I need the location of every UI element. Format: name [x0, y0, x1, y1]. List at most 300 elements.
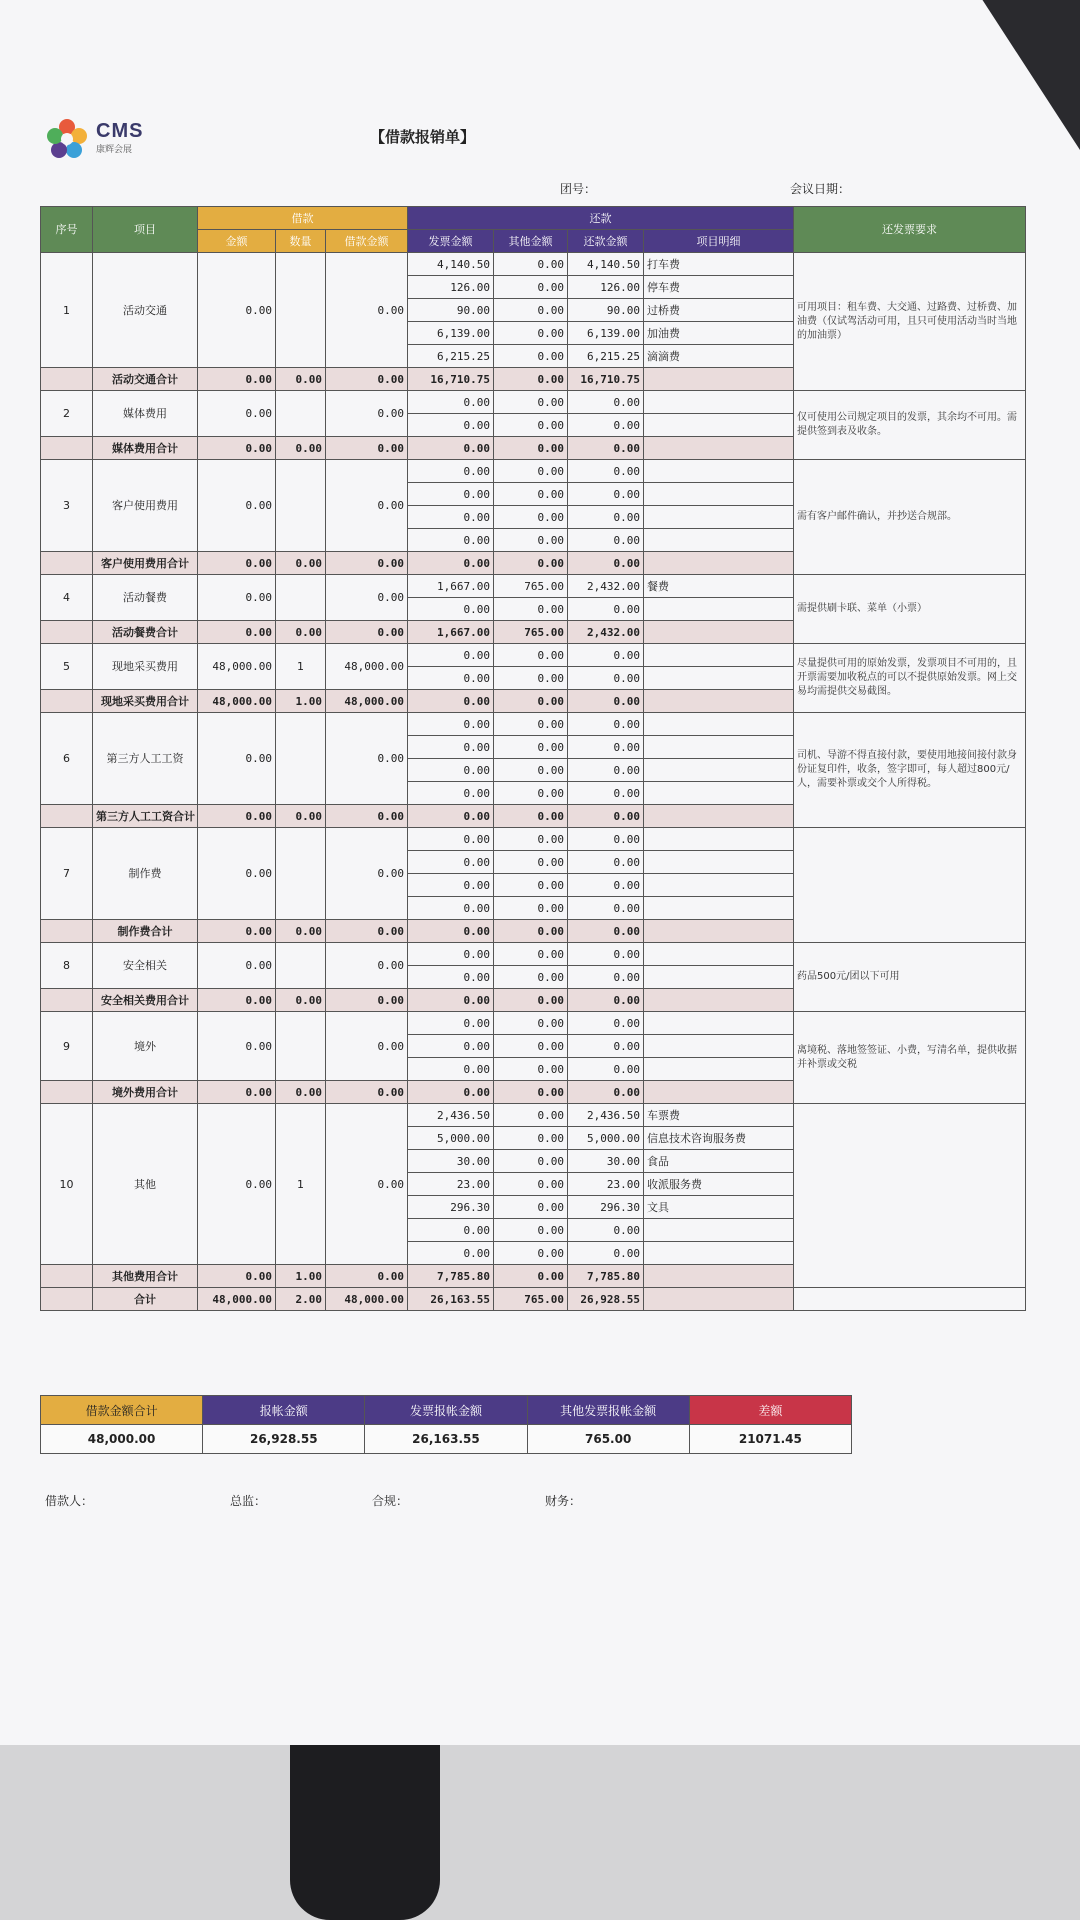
- summary-value: 48,000.00: [41, 1425, 203, 1454]
- subtotal-label: 境外费用合计: [93, 1081, 198, 1104]
- row-borrow-total: 0.00: [326, 253, 408, 368]
- summary-table: [40, 1395, 852, 1454]
- subtotal-repay: 0.00: [568, 805, 644, 828]
- detail-cell: 食品: [644, 1150, 794, 1173]
- detail-cell: 停车费: [644, 276, 794, 299]
- other-amount-cell: 0.00: [494, 1127, 568, 1150]
- detail-cell: [644, 713, 794, 736]
- subtotal-invoice: 7,785.80: [408, 1265, 494, 1288]
- table-row: [41, 253, 1026, 276]
- row-qty: 1: [276, 644, 326, 690]
- detail-cell: 打车费: [644, 253, 794, 276]
- table-row: [41, 1104, 1026, 1127]
- repay-amount-cell: 0.00: [568, 1219, 644, 1242]
- invoice-requirement-note: 尽量提供可用的原始发票，发票项目不可用的，且开票需要加收税点的可以不提供原始发票。网上交易均需提供交易截图。: [794, 644, 1026, 713]
- invoice-requirement-note: 离境税、落地签签证、小费，写清名单，提供收据并补票或交税: [794, 1012, 1026, 1104]
- invoice-amount-cell: 0.00: [408, 1219, 494, 1242]
- detail-cell: [644, 598, 794, 621]
- table-row: [41, 713, 1026, 736]
- signature-finance: 财务：: [545, 1494, 582, 1508]
- detail-cell: [644, 782, 794, 805]
- other-amount-cell: 0.00: [494, 667, 568, 690]
- repay-amount-cell: 0.00: [568, 897, 644, 920]
- invoice-amount-cell: 0.00: [408, 667, 494, 690]
- subtotal-qty: 0.00: [276, 1081, 326, 1104]
- invoice-amount-cell: 0.00: [408, 483, 494, 506]
- other-amount-cell: 0.00: [494, 828, 568, 851]
- grand-total-row: [41, 1288, 1026, 1311]
- col-amount: 金额: [198, 230, 276, 253]
- subtotal-spacer: [41, 920, 93, 943]
- repay-amount-cell: 0.00: [568, 644, 644, 667]
- subtotal-invoice: 0.00: [408, 437, 494, 460]
- other-amount-cell: 0.00: [494, 943, 568, 966]
- row-seq: 5: [41, 644, 93, 690]
- detail-cell: 滴滴费: [644, 345, 794, 368]
- repay-amount-cell: 0.00: [568, 529, 644, 552]
- subtotal-repay: 0.00: [568, 1081, 644, 1104]
- grand-total-qty: 2.00: [276, 1288, 326, 1311]
- detail-cell: [644, 943, 794, 966]
- group-number-label: 团号：: [560, 182, 597, 196]
- other-amount-cell: 0.00: [494, 1104, 568, 1127]
- subtotal-repay: 0.00: [568, 989, 644, 1012]
- row-borrow-amount: 0.00: [198, 713, 276, 805]
- grand-total-borrow: 48,000.00: [326, 1288, 408, 1311]
- subtotal-amount: 0.00: [198, 368, 276, 391]
- col-repay-amount: 还款金额: [568, 230, 644, 253]
- invoice-amount-cell: 0.00: [408, 460, 494, 483]
- row-seq: 8: [41, 943, 93, 989]
- other-amount-cell: 0.00: [494, 276, 568, 299]
- repay-amount-cell: 0.00: [568, 1242, 644, 1265]
- subtotal-other: 765.00: [494, 621, 568, 644]
- invoice-requirement-note: 司机、导游不得直接付款，要使用地接间接付款身份证复印件，收条，签字即可，每人超过800元/人，需要补票或交个人所得税。: [794, 713, 1026, 828]
- subtotal-qty: 0.00: [276, 805, 326, 828]
- detail-cell: [644, 1242, 794, 1265]
- other-amount-cell: 0.00: [494, 322, 568, 345]
- invoice-requirement-note: 可用项目：租车费、大交通、过路费、过桥费、加油费（仅试驾活动可用，且只可使用活动当时当地的加油票）: [794, 253, 1026, 391]
- row-borrow-total: 0.00: [326, 391, 408, 437]
- repay-amount-cell: 6,139.00: [568, 322, 644, 345]
- repay-amount-cell: 0.00: [568, 828, 644, 851]
- invoice-amount-cell: 0.00: [408, 1058, 494, 1081]
- repay-amount-cell: 0.00: [568, 736, 644, 759]
- subtotal-invoice: 16,710.75: [408, 368, 494, 391]
- invoice-amount-cell: 90.00: [408, 299, 494, 322]
- summary-header: 报帐金额: [203, 1396, 365, 1425]
- row-qty: [276, 253, 326, 368]
- invoice-amount-cell: 2,436.50: [408, 1104, 494, 1127]
- invoice-amount-cell: 0.00: [408, 828, 494, 851]
- detail-cell: 加油费: [644, 322, 794, 345]
- invoice-requirement-note: 需有客户邮件确认，并抄送合规部。: [794, 460, 1026, 575]
- signature-borrower: 借款人：: [45, 1494, 94, 1508]
- detail-cell: [644, 414, 794, 437]
- table-row: [41, 1012, 1026, 1035]
- invoice-amount-cell: 23.00: [408, 1173, 494, 1196]
- grand-total-other: 765.00: [494, 1288, 568, 1311]
- subtotal-label: 现地采买费用合计: [93, 690, 198, 713]
- subtotal-invoice: 0.00: [408, 1081, 494, 1104]
- row-item-name: 现地采买费用: [93, 644, 198, 690]
- other-amount-cell: 0.00: [494, 1242, 568, 1265]
- subtotal-qty: 0.00: [276, 920, 326, 943]
- document-title: 【借款报销单】: [370, 128, 476, 146]
- subtotal-borrow: 0.00: [326, 920, 408, 943]
- repay-amount-cell: 296.30: [568, 1196, 644, 1219]
- subtotal-label: 活动交通合计: [93, 368, 198, 391]
- subtotal-other: 0.00: [494, 437, 568, 460]
- repay-amount-cell: 0.00: [568, 1035, 644, 1058]
- meeting-date-label: 会议日期：: [790, 182, 851, 196]
- grand-total-label: 合计: [93, 1288, 198, 1311]
- row-qty: [276, 460, 326, 552]
- subtotal-borrow: 0.00: [326, 437, 408, 460]
- subtotal-invoice: 0.00: [408, 552, 494, 575]
- other-amount-cell: 0.00: [494, 1058, 568, 1081]
- other-amount-cell: 0.00: [494, 644, 568, 667]
- repay-amount-cell: 4,140.50: [568, 253, 644, 276]
- row-borrow-amount: 0.00: [198, 575, 276, 621]
- col-borrow-amount: 借款金额: [326, 230, 408, 253]
- row-qty: [276, 575, 326, 621]
- detail-cell: [644, 506, 794, 529]
- subtotal-repay: 0.00: [568, 690, 644, 713]
- background-surface: [0, 1745, 1080, 1920]
- subtotal-qty: 1.00: [276, 690, 326, 713]
- subtotal-label: 第三方人工工资合计: [93, 805, 198, 828]
- subtotal-detail: [644, 805, 794, 828]
- row-seq: 10: [41, 1104, 93, 1265]
- repay-amount-cell: 126.00: [568, 276, 644, 299]
- invoice-requirement-note: 需提供刷卡联、菜单（小票）: [794, 575, 1026, 644]
- other-amount-cell: 0.00: [494, 1219, 568, 1242]
- invoice-amount-cell: 0.00: [408, 966, 494, 989]
- subtotal-qty: 0.00: [276, 368, 326, 391]
- detail-cell: 过桥费: [644, 299, 794, 322]
- detail-cell: 文具: [644, 1196, 794, 1219]
- subtotal-borrow: 0.00: [326, 989, 408, 1012]
- col-detail: 项目明细: [644, 230, 794, 253]
- subtotal-invoice: 1,667.00: [408, 621, 494, 644]
- subtotal-borrow: 0.00: [326, 368, 408, 391]
- repay-amount-cell: 0.00: [568, 713, 644, 736]
- repay-amount-cell: 0.00: [568, 506, 644, 529]
- subtotal-spacer: [41, 805, 93, 828]
- summary-header: 借款金额合计: [41, 1396, 203, 1425]
- row-seq: 7: [41, 828, 93, 920]
- row-seq: 9: [41, 1012, 93, 1081]
- row-borrow-amount: 0.00: [198, 460, 276, 552]
- invoice-amount-cell: 0.00: [408, 644, 494, 667]
- detail-cell: [644, 644, 794, 667]
- subtotal-borrow: 0.00: [326, 552, 408, 575]
- row-borrow-amount: 0.00: [198, 1012, 276, 1081]
- row-borrow-amount: 0.00: [198, 253, 276, 368]
- invoice-amount-cell: 0.00: [408, 391, 494, 414]
- other-amount-cell: 0.00: [494, 897, 568, 920]
- invoice-amount-cell: 0.00: [408, 874, 494, 897]
- repay-amount-cell: 30.00: [568, 1150, 644, 1173]
- repay-amount-cell: 2,436.50: [568, 1104, 644, 1127]
- row-qty: [276, 943, 326, 989]
- invoice-amount-cell: 0.00: [408, 897, 494, 920]
- company-logo: [46, 118, 156, 158]
- summary-header: 发票报帐金额: [365, 1396, 527, 1425]
- col-borrow: 借款: [198, 207, 408, 230]
- grand-total-spacer: [41, 1288, 93, 1311]
- subtotal-repay: 16,710.75: [568, 368, 644, 391]
- subtotal-other: 0.00: [494, 368, 568, 391]
- col-invoice-req: 还发票要求: [794, 207, 1026, 253]
- detail-cell: 收派服务费: [644, 1173, 794, 1196]
- other-amount-cell: 0.00: [494, 736, 568, 759]
- subtotal-amount: 0.00: [198, 989, 276, 1012]
- subtotal-borrow: 0.00: [326, 621, 408, 644]
- summary-value: 765.00: [527, 1425, 689, 1454]
- subtotal-detail: [644, 368, 794, 391]
- subtotal-spacer: [41, 1265, 93, 1288]
- subtotal-borrow: 0.00: [326, 1265, 408, 1288]
- repay-amount-cell: 90.00: [568, 299, 644, 322]
- other-amount-cell: 0.00: [494, 253, 568, 276]
- repay-amount-cell: 0.00: [568, 851, 644, 874]
- row-item-name: 其他: [93, 1104, 198, 1265]
- row-item-name: 活动餐费: [93, 575, 198, 621]
- other-amount-cell: 0.00: [494, 506, 568, 529]
- row-borrow-amount: 0.00: [198, 1104, 276, 1265]
- invoice-amount-cell: 0.00: [408, 713, 494, 736]
- subtotal-label: 制作费合计: [93, 920, 198, 943]
- repay-amount-cell: 0.00: [568, 943, 644, 966]
- row-seq: 4: [41, 575, 93, 621]
- subtotal-other: 0.00: [494, 690, 568, 713]
- invoice-amount-cell: 0.00: [408, 506, 494, 529]
- other-amount-cell: 0.00: [494, 1173, 568, 1196]
- invoice-amount-cell: 6,215.25: [408, 345, 494, 368]
- subtotal-detail: [644, 552, 794, 575]
- row-item-name: 制作费: [93, 828, 198, 920]
- detail-cell: [644, 1012, 794, 1035]
- subtotal-qty: 1.00: [276, 1265, 326, 1288]
- detail-cell: 餐费: [644, 575, 794, 598]
- subtotal-spacer: [41, 690, 93, 713]
- invoice-amount-cell: 4,140.50: [408, 253, 494, 276]
- subtotal-qty: 0.00: [276, 437, 326, 460]
- subtotal-label: 活动餐费合计: [93, 621, 198, 644]
- detail-cell: [644, 483, 794, 506]
- subtotal-amount: 0.00: [198, 805, 276, 828]
- subtotal-spacer: [41, 437, 93, 460]
- signature-compliance: 合规：: [372, 1494, 409, 1508]
- subtotal-repay: 7,785.80: [568, 1265, 644, 1288]
- invoice-amount-cell: 30.00: [408, 1150, 494, 1173]
- subtotal-invoice: 0.00: [408, 690, 494, 713]
- subtotal-spacer: [41, 989, 93, 1012]
- row-borrow-total: 0.00: [326, 1104, 408, 1265]
- logo-text: CMS: [96, 120, 144, 142]
- row-seq: 1: [41, 253, 93, 368]
- invoice-amount-cell: 0.00: [408, 943, 494, 966]
- detail-cell: [644, 1035, 794, 1058]
- repay-amount-cell: 23.00: [568, 1173, 644, 1196]
- row-qty: [276, 1012, 326, 1081]
- subtotal-detail: [644, 621, 794, 644]
- detail-cell: [644, 897, 794, 920]
- subtotal-amount: 0.00: [198, 1265, 276, 1288]
- repay-amount-cell: 0.00: [568, 874, 644, 897]
- subtotal-other: 0.00: [494, 1265, 568, 1288]
- detail-cell: [644, 1058, 794, 1081]
- subtotal-detail: [644, 690, 794, 713]
- subtotal-other: 0.00: [494, 805, 568, 828]
- row-item-name: 境外: [93, 1012, 198, 1081]
- col-invoice-amount: 发票金额: [408, 230, 494, 253]
- subtotal-amount: 0.00: [198, 1081, 276, 1104]
- row-borrow-amount: 0.00: [198, 943, 276, 989]
- signature-director: 总监：: [230, 1494, 267, 1508]
- subtotal-borrow: 0.00: [326, 805, 408, 828]
- repay-amount-cell: 0.00: [568, 414, 644, 437]
- invoice-amount-cell: 0.00: [408, 1242, 494, 1265]
- repay-amount-cell: 6,215.25: [568, 345, 644, 368]
- subtotal-spacer: [41, 1081, 93, 1104]
- subtotal-qty: 0.00: [276, 989, 326, 1012]
- subtotal-spacer: [41, 552, 93, 575]
- subtotal-invoice: 0.00: [408, 805, 494, 828]
- detail-cell: [644, 759, 794, 782]
- row-borrow-amount: 0.00: [198, 391, 276, 437]
- subtotal-amount: 0.00: [198, 621, 276, 644]
- other-amount-cell: 0.00: [494, 851, 568, 874]
- other-amount-cell: 0.00: [494, 299, 568, 322]
- col-qty: 数量: [276, 230, 326, 253]
- other-amount-cell: 0.00: [494, 598, 568, 621]
- invoice-amount-cell: 0.00: [408, 736, 494, 759]
- grand-total-invoice: 26,163.55: [408, 1288, 494, 1311]
- summary-header: 差额: [689, 1396, 851, 1425]
- detail-cell: [644, 851, 794, 874]
- table-row: [41, 460, 1026, 483]
- row-qty: [276, 391, 326, 437]
- row-borrow-total: 0.00: [326, 943, 408, 989]
- detail-cell: [644, 874, 794, 897]
- invoice-amount-cell: 0.00: [408, 529, 494, 552]
- detail-cell: [644, 667, 794, 690]
- row-qty: [276, 828, 326, 920]
- repay-amount-cell: 0.00: [568, 598, 644, 621]
- repay-amount-cell: 0.00: [568, 483, 644, 506]
- repay-amount-cell: 0.00: [568, 759, 644, 782]
- invoice-amount-cell: 1,667.00: [408, 575, 494, 598]
- invoice-amount-cell: 0.00: [408, 598, 494, 621]
- invoice-requirement-note: [794, 1104, 1026, 1288]
- row-item-name: 客户使用费用: [93, 460, 198, 552]
- other-amount-cell: 0.00: [494, 414, 568, 437]
- other-amount-cell: 0.00: [494, 874, 568, 897]
- subtotal-label: 安全相关费用合计: [93, 989, 198, 1012]
- subtotal-detail: [644, 437, 794, 460]
- invoice-amount-cell: 296.30: [408, 1196, 494, 1219]
- detail-cell: [644, 828, 794, 851]
- col-repay: 还款: [408, 207, 794, 230]
- invoice-amount-cell: 0.00: [408, 759, 494, 782]
- invoice-amount-cell: 0.00: [408, 1012, 494, 1035]
- subtotal-other: 0.00: [494, 920, 568, 943]
- detail-cell: 信息技术咨询服务费: [644, 1127, 794, 1150]
- table-row: [41, 391, 1026, 414]
- detail-cell: 车票费: [644, 1104, 794, 1127]
- subtotal-amount: 48,000.00: [198, 690, 276, 713]
- subtotal-repay: 2,432.00: [568, 621, 644, 644]
- row-qty: [276, 713, 326, 805]
- expense-table: [40, 206, 1026, 1311]
- invoice-requirement-note: 药品500元/团以下可用: [794, 943, 1026, 1012]
- summary-value: 26,928.55: [203, 1425, 365, 1454]
- detail-cell: [644, 529, 794, 552]
- other-amount-cell: 0.00: [494, 345, 568, 368]
- other-amount-cell: 0.00: [494, 483, 568, 506]
- row-borrow-total: 0.00: [326, 575, 408, 621]
- invoice-amount-cell: 0.00: [408, 782, 494, 805]
- table-row: [41, 943, 1026, 966]
- subtotal-repay: 0.00: [568, 920, 644, 943]
- grand-total-detail: [644, 1288, 794, 1311]
- subtotal-label: 其他费用合计: [93, 1265, 198, 1288]
- subtotal-other: 0.00: [494, 989, 568, 1012]
- detail-cell: [644, 1219, 794, 1242]
- row-borrow-total: 0.00: [326, 713, 408, 805]
- subtotal-other: 0.00: [494, 1081, 568, 1104]
- invoice-amount-cell: 0.00: [408, 851, 494, 874]
- subtotal-detail: [644, 989, 794, 1012]
- subtotal-spacer: [41, 621, 93, 644]
- subtotal-amount: 0.00: [198, 552, 276, 575]
- summary-value: 21071.45: [689, 1425, 851, 1454]
- subtotal-label: 媒体费用合计: [93, 437, 198, 460]
- repay-amount-cell: 0.00: [568, 667, 644, 690]
- row-item-name: 第三方人工工资: [93, 713, 198, 805]
- subtotal-qty: 0.00: [276, 621, 326, 644]
- repay-amount-cell: 0.00: [568, 1058, 644, 1081]
- row-seq: 6: [41, 713, 93, 805]
- logo-subtitle: 康辉会展: [96, 145, 133, 155]
- row-borrow-total: 48,000.00: [326, 644, 408, 690]
- other-amount-cell: 765.00: [494, 575, 568, 598]
- other-amount-cell: 0.00: [494, 460, 568, 483]
- other-amount-cell: 0.00: [494, 391, 568, 414]
- other-amount-cell: 0.00: [494, 1012, 568, 1035]
- col-other-amount: 其他金额: [494, 230, 568, 253]
- row-item-name: 安全相关: [93, 943, 198, 989]
- other-amount-cell: 0.00: [494, 1150, 568, 1173]
- grand-total-note: [794, 1288, 1026, 1311]
- row-borrow-total: 0.00: [326, 1012, 408, 1081]
- detail-cell: [644, 460, 794, 483]
- flower-logo-icon: [46, 118, 88, 160]
- subtotal-detail: [644, 1081, 794, 1104]
- invoice-requirement-note: 仅可使用公司规定项目的发票，其余均不可用。需提供签到表及收条。: [794, 391, 1026, 460]
- subtotal-borrow: 48,000.00: [326, 690, 408, 713]
- other-amount-cell: 0.00: [494, 713, 568, 736]
- grand-total-repay: 26,928.55: [568, 1288, 644, 1311]
- row-borrow-amount: 0.00: [198, 828, 276, 920]
- col-item: 项目: [93, 207, 198, 253]
- other-amount-cell: 0.00: [494, 1196, 568, 1219]
- subtotal-repay: 0.00: [568, 552, 644, 575]
- subtotal-label: 客户使用费用合计: [93, 552, 198, 575]
